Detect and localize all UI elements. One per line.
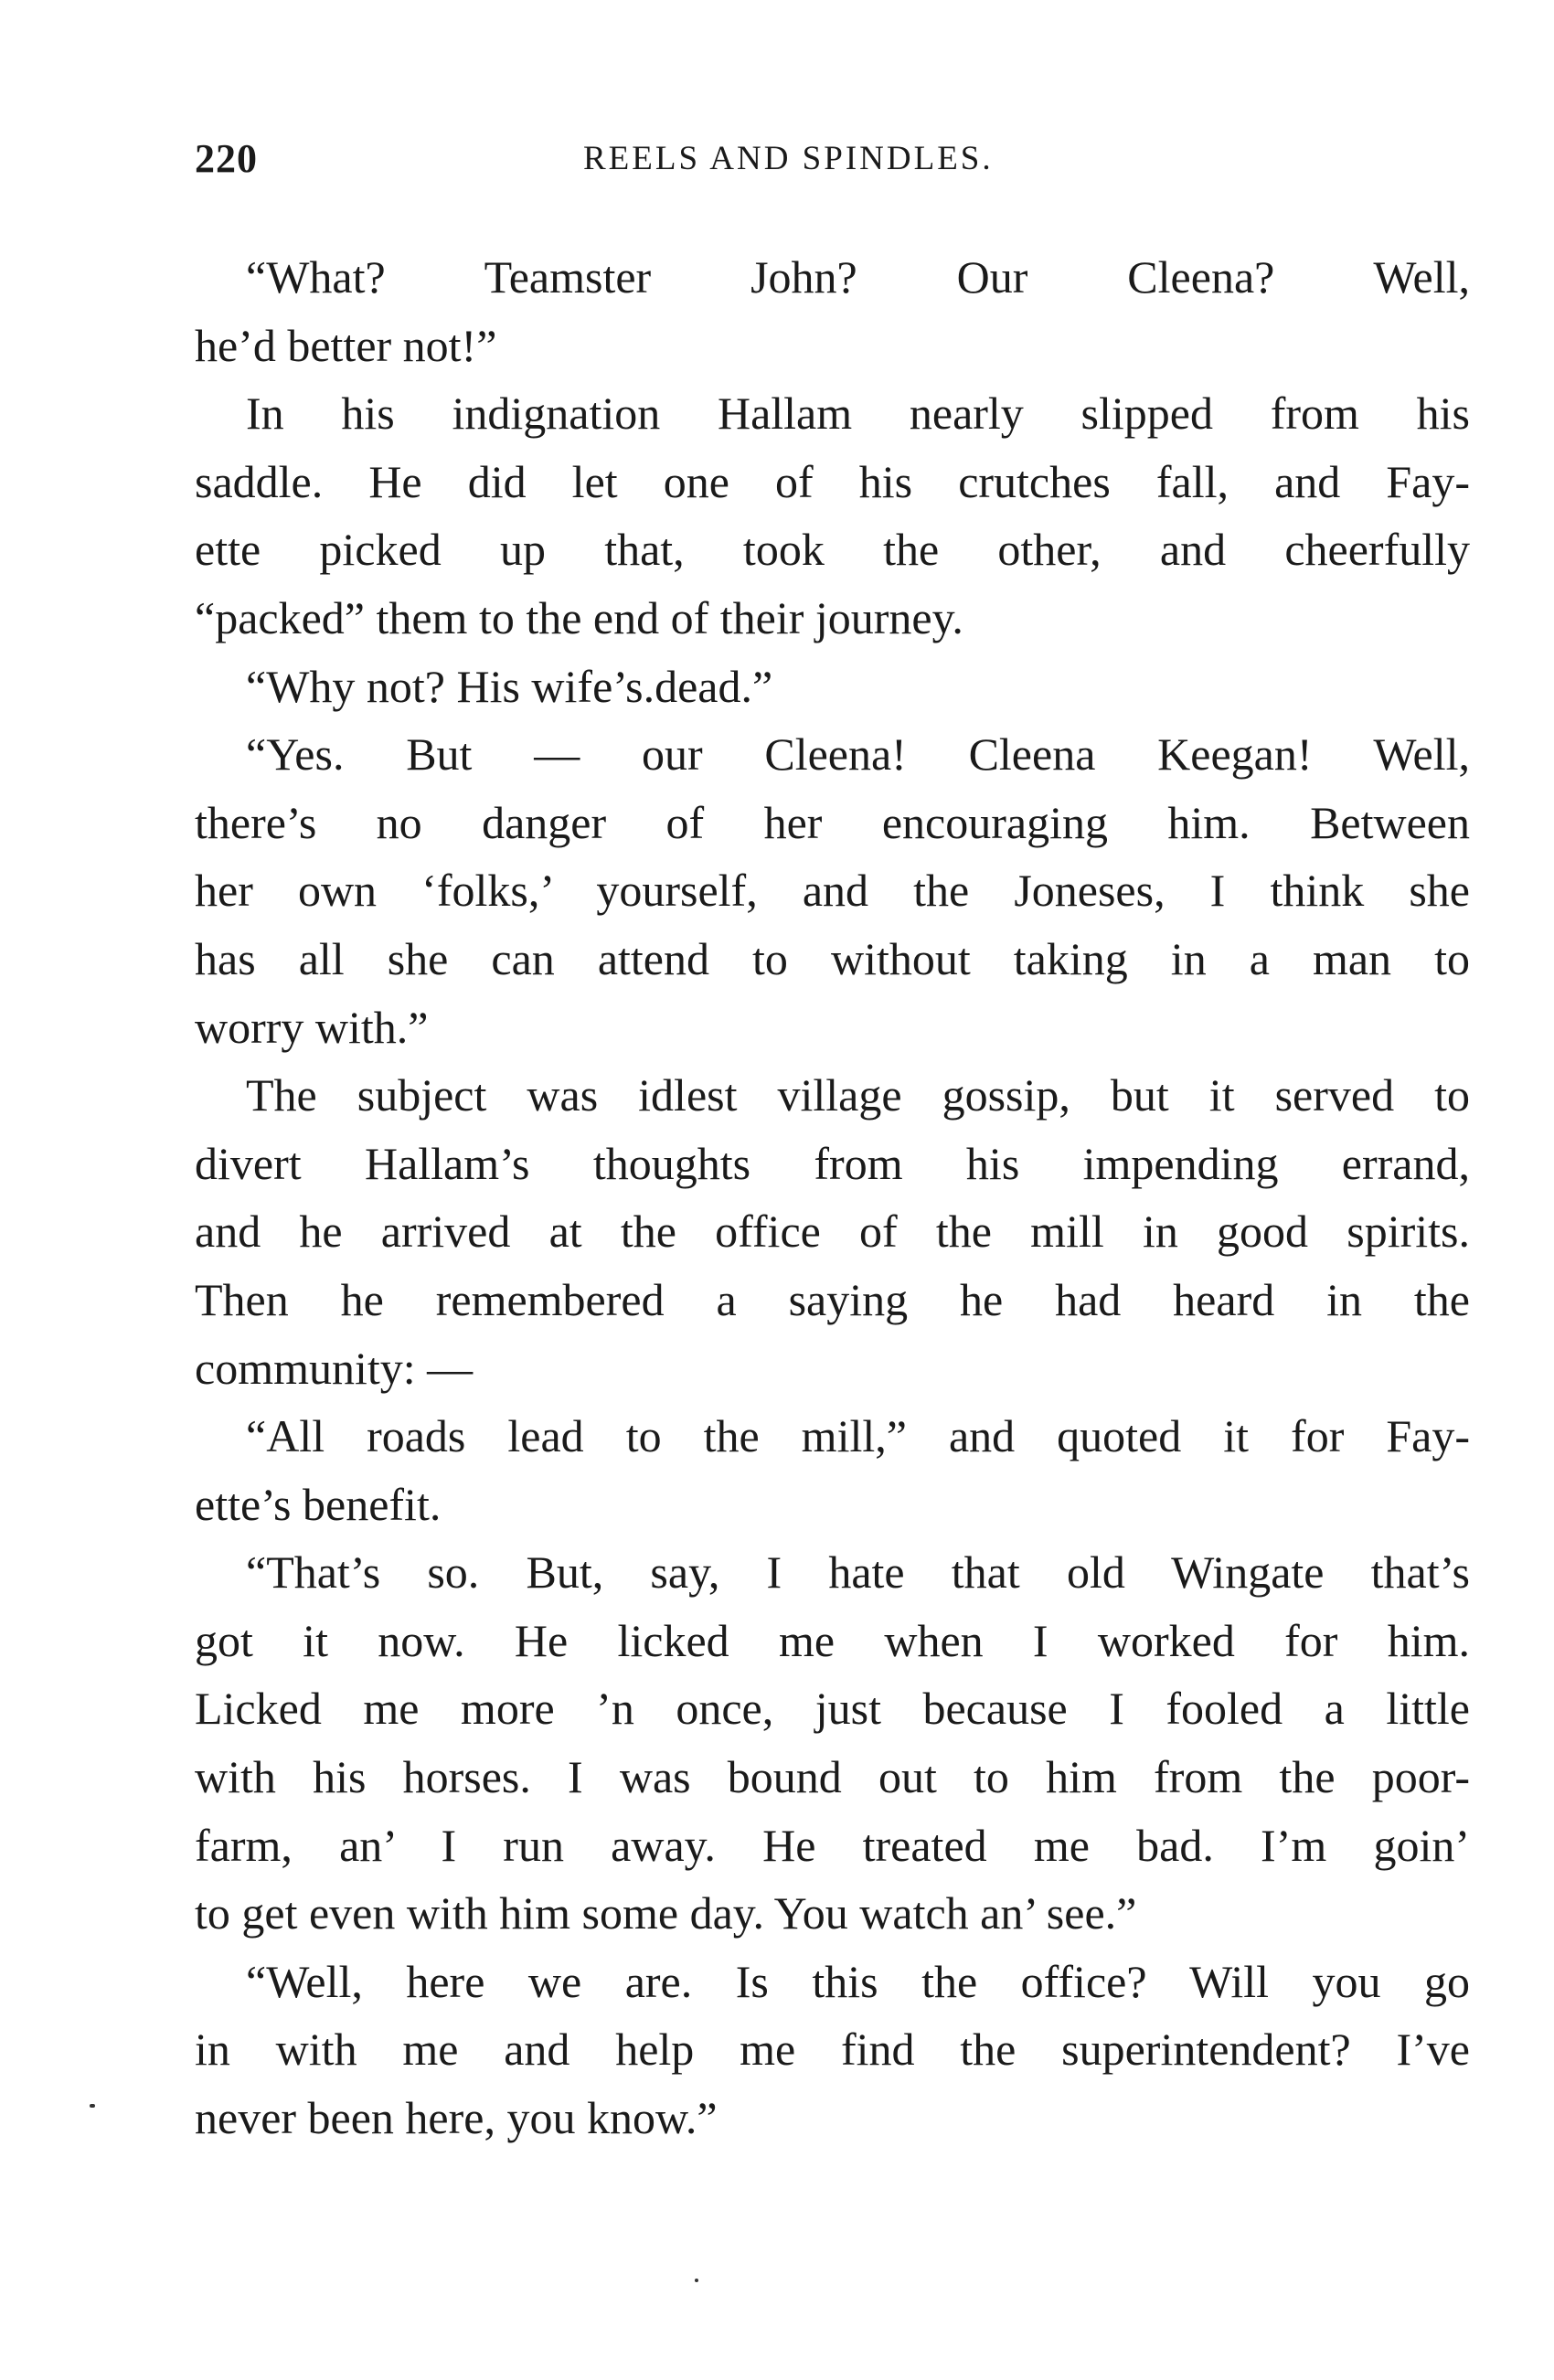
text-line: got it now. He licked me when I worked for him. <box>195 1614 1470 1666</box>
running-title: REELS AND SPINDLES. <box>583 140 994 177</box>
text-line: Then he remembered a saying he had heard in the <box>195 1273 1470 1325</box>
text-line: her own ‘folks,’ yourself, and the Joneses, I think she <box>195 865 1470 917</box>
text-line: “Why not? His wife’s.dead.” <box>246 660 773 712</box>
text-line: The subject was idlest village gossip, but it served to <box>246 1069 1470 1121</box>
text-line: has all she can attend to without taking in a man to <box>195 932 1470 984</box>
text-line: “Well, here we are. Is this the office? Will you go <box>246 1955 1470 2007</box>
text-line: worry with.” <box>195 1001 429 1053</box>
text-line: “All roads lead to the mill,” and quoted it for Fay- <box>246 1410 1470 1462</box>
text-line: Licked me more ’n once, just because I fooled a little <box>195 1683 1470 1735</box>
text-line: “That’s so. But, say, I hate that old Wingate that’s <box>246 1546 1470 1599</box>
text-line: “What? Teamster John? Our Cleena? Well, <box>246 251 1470 303</box>
text-line: in with me and help me find the superintendent? I’ve <box>195 2024 1470 2076</box>
text-line: community: — <box>195 1342 474 1394</box>
text-line: to get even with him some day. You watch an’ see.” <box>195 1887 1137 1939</box>
ink-speck <box>695 2279 698 2282</box>
text-line: ette picked up that, took the other, and cheerfully <box>195 524 1470 576</box>
page-number: 220 <box>195 136 258 181</box>
page-header <box>195 135 1470 190</box>
text-line: “Yes. But — our Cleena! Cleena Keegan! Well, <box>246 728 1470 781</box>
ink-speck <box>90 2104 95 2108</box>
body-text <box>195 243 1470 2152</box>
text-line: and he arrived at the office of the mill in good spirits. <box>195 1206 1470 1258</box>
text-line: never been here, you know.” <box>195 2092 718 2144</box>
text-line: he’d better not!” <box>195 319 497 371</box>
text-line: “packed” them to the end of their journey. <box>195 591 963 643</box>
text-line: farm, an’ I run away. He treated me bad. I’m goin’ <box>195 1819 1470 1871</box>
text-line: saddle. He did let one of his crutches fall, and Fay- <box>195 455 1470 507</box>
text-line: ette’s benefit. <box>195 1478 442 1530</box>
text-line: divert Hallam’s thoughts from his impending errand, <box>195 1137 1470 1189</box>
text-line: there’s no danger of her encouraging him. Between <box>195 796 1470 848</box>
text-line: In his indignation Hallam nearly slipped from his <box>246 388 1470 440</box>
text-line: with his horses. I was bound out to him from the poor- <box>195 1751 1470 1803</box>
